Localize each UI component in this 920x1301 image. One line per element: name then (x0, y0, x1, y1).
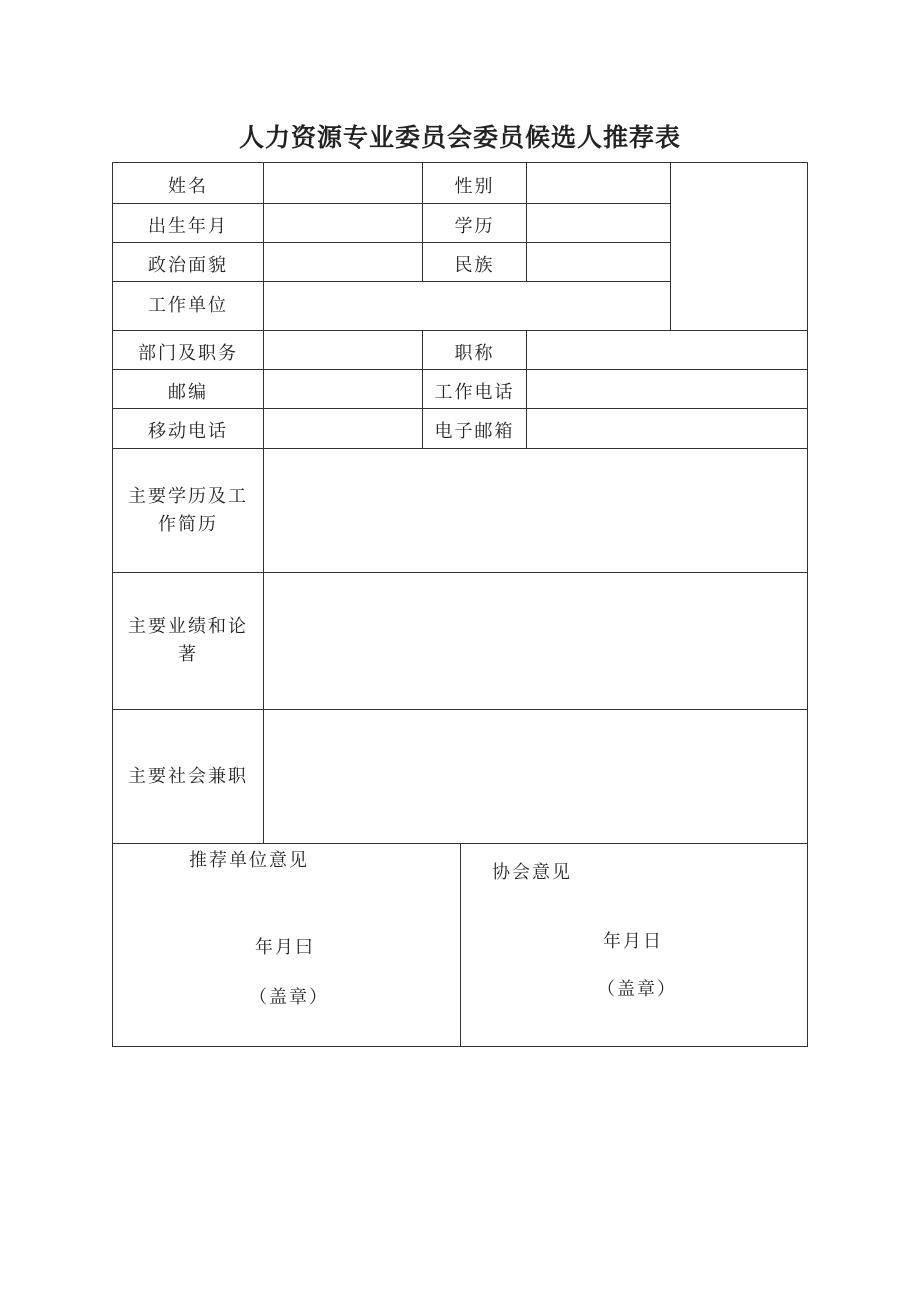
job-title-label: 职称 (454, 342, 495, 364)
association-seal: （盖章） (597, 979, 677, 1000)
recommender-date: 年月曰 (255, 937, 315, 958)
recommender-seal: （盖章） (249, 987, 329, 1008)
edu-work-history-field[interactable] (264, 449, 807, 572)
job-title-field[interactable] (527, 331, 807, 369)
edu-work-history-label: 主要学历及工作简历 (128, 485, 248, 535)
name-field[interactable] (264, 163, 422, 203)
recommender-opinion-heading: 推荐单位意见 (189, 850, 309, 871)
gender-field[interactable] (527, 163, 670, 203)
postcode-field[interactable] (264, 370, 422, 408)
table-line (112, 1046, 808, 1047)
achievements-field[interactable] (264, 573, 807, 709)
association-opinion-box[interactable] (461, 844, 807, 1046)
association-opinion-heading: 协会意见 (492, 862, 572, 883)
recommender-opinion-box[interactable] (113, 844, 460, 1046)
gender-label: 性别 (454, 175, 495, 197)
dept-position-field[interactable] (264, 331, 422, 369)
ethnicity-label: 民族 (454, 254, 495, 276)
work-phone-label: 工作电话 (434, 381, 515, 403)
birth-field[interactable] (264, 204, 422, 242)
social-roles-label: 主要社会兼职 (128, 765, 248, 787)
email-label: 电子邮箱 (434, 421, 515, 442)
table-line (807, 162, 808, 1047)
education-label: 学历 (454, 215, 495, 237)
dept-position-label: 部门及职务 (138, 342, 238, 364)
ethnicity-field[interactable] (527, 243, 670, 281)
mobile-label: 移动电话 (148, 421, 228, 442)
political-field[interactable] (264, 243, 422, 281)
form-title: 人力资源专业委员会委员候选人推荐表 (238, 123, 681, 152)
education-field[interactable] (527, 204, 670, 242)
political-label: 政治面貌 (148, 254, 228, 276)
association-date: 年月日 (603, 931, 663, 952)
employer-field[interactable] (264, 282, 670, 330)
social-roles-field[interactable] (264, 710, 807, 843)
achievements-label: 主要业绩和论著 (128, 616, 248, 665)
birth-label: 出生年月 (148, 215, 228, 237)
name-label: 姓名 (168, 175, 208, 197)
work-phone-field[interactable] (527, 370, 807, 408)
email-field[interactable] (527, 409, 807, 448)
employer-label: 工作单位 (148, 295, 228, 316)
photo-area[interactable] (671, 163, 807, 330)
postcode-label: 邮编 (168, 381, 208, 403)
mobile-field[interactable] (264, 409, 422, 448)
